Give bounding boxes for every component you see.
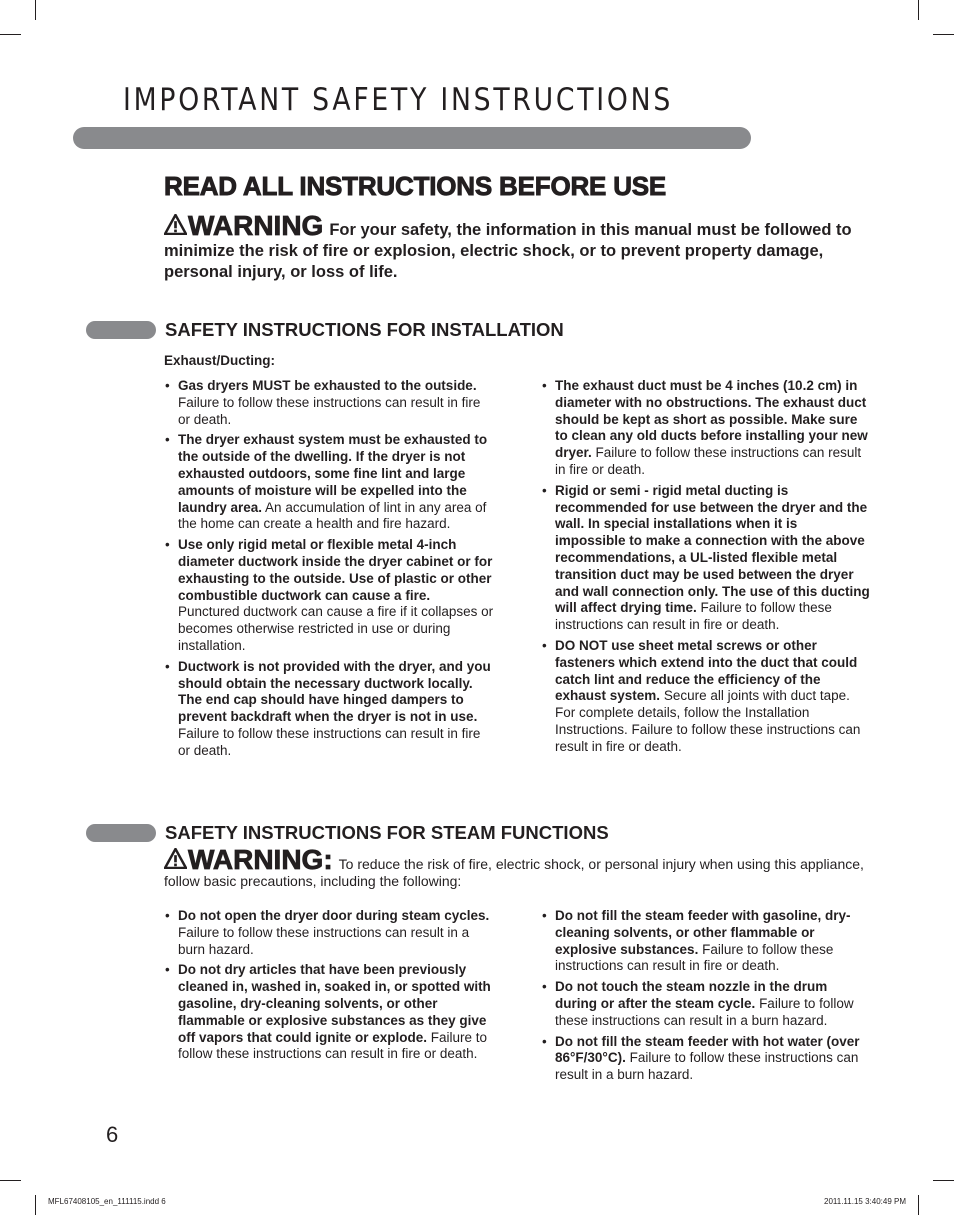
list-item: • Use only rigid metal or flexible metal 4-inch diameter ductwork inside the dryer cabinet or for exhausting to the outside. Use of plastic or other combustible ductwork can cause a fire. Punctured ductwork can cause a fire if it collapses or becomes otherwise restricted in use or during installation. <box>165 537 495 655</box>
list-item: • Do not touch the steam nozzle in the drum during or after the steam cycle. Failure to follow these instructions can result in a burn hazard. <box>542 979 872 1029</box>
crop-mark <box>0 1180 21 1181</box>
crop-mark <box>918 1195 919 1215</box>
crop-mark <box>35 1195 36 1215</box>
list-item: • Do not dry articles that have been previously cleaned in, washed in, soaked in, or spotted with gasoline, dry-cleaning solvents, or other flammable or explosive substances as they give off vapors that could ignite or explode. Failure to follow these instructions can result in fire or death. <box>165 962 495 1063</box>
crop-mark <box>933 34 954 35</box>
steam-heading: SAFETY INSTRUCTIONS FOR STEAM FUNCTIONS <box>165 822 609 843</box>
list-item: • Do not open the dryer door during steam cycles. Failure to follow these instructions can result in a burn hazard. <box>165 908 495 958</box>
list-item: • The dryer exhaust system must be exhausted to the outside of the dwelling. If the dryer is not exhausted outdoors, some fine lint and large amounts of moisture will be expelled into the laundry area. An accumulation of lint in any area of the home can create a health and fire hazard. <box>165 432 495 533</box>
crop-mark <box>933 1180 954 1181</box>
page-number: 6 <box>106 1122 119 1147</box>
steam-list-left <box>165 908 495 1067</box>
list-item: • Rigid or semi - rigid metal ducting is recommended for use between the dryer and the wall. In special installations when it is impossible to make a connection with the above recommendations, a UL-listed flexible metal transition duct may be used between the dryer and wall connection only. The use of this ducting will affect drying time. Failure to follow these instructions can result in fire or death. <box>542 483 870 634</box>
installation-heading: SAFETY INSTRUCTIONS FOR INSTALLATION <box>165 319 564 340</box>
crop-mark <box>918 0 919 20</box>
warning-text: To reduce the risk of fire, electric shock, or personal injury when using this appliance, follow basic precautions, including the following: <box>164 856 864 889</box>
exhaust-ducting-subheading: Exhaust/Ducting: <box>164 353 276 368</box>
list-item: • The exhaust duct must be 4 inches (10.2 cm) in diameter with no obstructions. The exhaust duct should be kept as short as possible. Make sure to clean any old ducts before installing your new dryer. Failure to follow these instructions can result in fire or death. <box>542 378 870 479</box>
steam-warning-statement <box>164 844 864 890</box>
page-title: IMPORTANT SAFETY INSTRUCTIONS <box>123 82 674 118</box>
slug-right: 2011.11.15 3:40:49 PM <box>824 1197 906 1206</box>
list-item: • Do not fill the steam feeder with gasoline, dry-cleaning solvents, or other flammable or explosive substances. Failure to follow these instructions can result in fire or death. <box>542 908 872 975</box>
warning-statement <box>164 210 854 283</box>
section-bar <box>86 321 156 339</box>
warning-text: For your safety, the information in this manual must be followed to minimize the risk of fire or explosion, electric shock, or to prevent property damage, personal injury, or loss of life. <box>164 221 852 281</box>
list-item: • Do not fill the steam feeder with hot water (over 86°F/30°C). Failure to follow these instructions can result in a burn hazard. <box>542 1034 872 1084</box>
crop-mark <box>0 34 21 35</box>
warning-label: WARNING <box>188 210 324 241</box>
main-heading: READ ALL INSTRUCTIONS BEFORE USE <box>164 171 667 201</box>
list-item: • Gas dryers MUST be exhausted to the outside. Failure to follow these instructions can result in fire or death. <box>165 378 495 428</box>
warning-triangle-icon <box>164 848 187 869</box>
crop-mark <box>35 0 36 20</box>
slug-left: MFL67408105_en_111115.indd 6 <box>48 1197 166 1206</box>
warning-label: WARNING: <box>188 844 333 875</box>
steam-list-right <box>542 908 872 1088</box>
list-item: • DO NOT use sheet metal screws or other fasteners which extend into the duct that could catch lint and reduce the efficiency of the exhaust system. Secure all joints with duct tape. For complete details, follow the Installation Instructions. Failure to follow these instructions can result in fire or death. <box>542 638 870 756</box>
section-bar <box>86 824 156 842</box>
warning-triangle-icon <box>164 214 187 235</box>
installation-list-right <box>542 378 870 760</box>
installation-list-left <box>165 378 495 764</box>
list-item: • Ductwork is not provided with the dryer, and you should obtain the necessary ductwork locally. The end cap should have hinged dampers to prevent backdraft when the dryer is not in use. Failure to follow these instructions can result in fire or death. <box>165 659 495 760</box>
title-bar <box>73 127 751 149</box>
